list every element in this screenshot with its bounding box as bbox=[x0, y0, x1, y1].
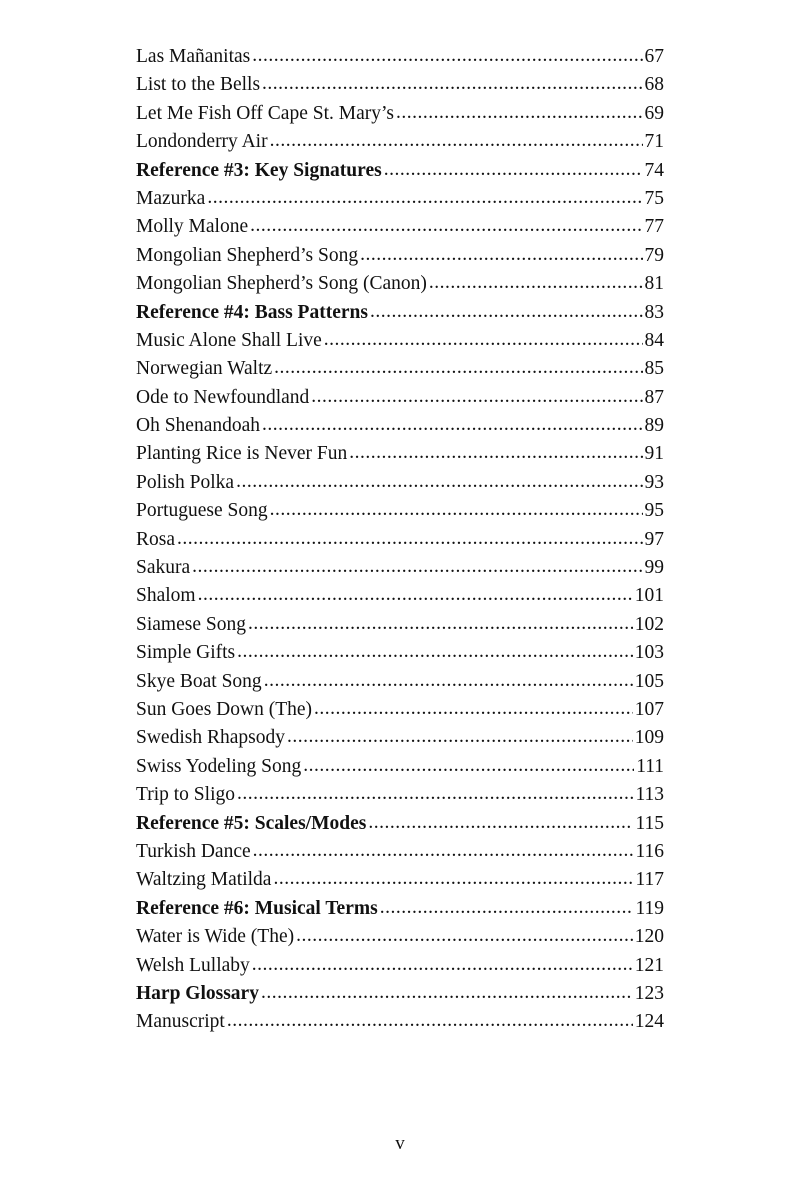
toc-entry bbox=[136, 668, 664, 696]
dot-leader bbox=[274, 354, 642, 382]
toc-entry bbox=[136, 327, 664, 355]
toc-entry-title: Manuscript bbox=[136, 1011, 225, 1033]
toc-entry-title: Trip to Sligo bbox=[136, 784, 235, 806]
toc-entry-page: 67 bbox=[644, 46, 664, 67]
dot-leader bbox=[237, 638, 633, 666]
toc-entry-title: Las Mañanitas bbox=[136, 46, 251, 67]
dot-leader bbox=[236, 468, 642, 496]
toc-entry-page: 84 bbox=[644, 329, 664, 351]
toc-entry-title: Rosa bbox=[136, 528, 175, 550]
toc-entry-page: 95 bbox=[644, 500, 664, 522]
toc-entry-page: 93 bbox=[644, 471, 664, 493]
toc-entry-page: 99 bbox=[644, 557, 664, 579]
toc-entry-title: Reference #4: Bass Patterns bbox=[136, 301, 368, 323]
toc-entry-page: 101 bbox=[634, 585, 664, 607]
toc-entry bbox=[136, 582, 664, 610]
toc-entry-page: 116 bbox=[635, 840, 664, 862]
dot-leader bbox=[360, 241, 642, 269]
table-of-contents bbox=[136, 43, 664, 1037]
dot-leader bbox=[177, 525, 643, 553]
toc-entry-page: 69 bbox=[644, 102, 664, 124]
toc-entry bbox=[136, 497, 664, 525]
toc-entry bbox=[136, 526, 664, 554]
dot-leader bbox=[296, 922, 633, 950]
toc-entry-title: Turkish Dance bbox=[136, 840, 251, 862]
toc-entry-page: 113 bbox=[635, 784, 664, 806]
toc-entry-title: List to the Bells bbox=[136, 74, 261, 96]
toc-entry-page: 81 bbox=[644, 273, 664, 295]
toc-entry bbox=[136, 412, 664, 440]
toc-entry-title: Mongolian Shepherd’s Song (Canon) bbox=[136, 273, 427, 295]
dot-leader bbox=[252, 951, 633, 979]
toc-entry-page: 115 bbox=[635, 812, 664, 834]
toc-entry-page: 121 bbox=[634, 954, 664, 976]
toc-entry-title: Siamese Song bbox=[136, 613, 246, 635]
toc-entry bbox=[136, 242, 664, 270]
toc-entry-title: Norwegian Waltz bbox=[136, 358, 273, 380]
dot-leader bbox=[237, 780, 633, 808]
toc-entry-page: 103 bbox=[634, 642, 664, 664]
toc-entry-page: 77 bbox=[644, 216, 664, 238]
toc-entry-page: 107 bbox=[634, 698, 664, 720]
toc-entry-title: Skye Boat Song bbox=[136, 670, 262, 692]
toc-entry-title: Oh Shenandoah bbox=[136, 415, 261, 437]
toc-entry bbox=[136, 1008, 664, 1036]
toc-entry-page: 71 bbox=[644, 131, 664, 153]
dot-leader bbox=[370, 298, 643, 326]
toc-entry-title: Polish Polka bbox=[136, 471, 235, 493]
dot-leader bbox=[384, 156, 643, 184]
toc-entry-page: 111 bbox=[636, 755, 664, 777]
toc-entry-page: 74 bbox=[644, 159, 664, 181]
dot-leader bbox=[324, 326, 643, 354]
toc-entry bbox=[136, 554, 664, 582]
toc-entry-title: Swiss Yodeling Song bbox=[136, 755, 302, 777]
toc-entry-title: Waltzing Matilda bbox=[136, 869, 272, 891]
toc-entry-title: Simple Gifts bbox=[136, 642, 236, 664]
dot-leader bbox=[253, 837, 634, 865]
dot-leader bbox=[380, 894, 634, 922]
toc-entry bbox=[136, 157, 664, 185]
toc-entry bbox=[136, 440, 664, 468]
toc-entry-title: Reference #6: Musical Terms bbox=[136, 897, 378, 919]
dot-leader bbox=[349, 439, 642, 467]
toc-entry-title: Shalom bbox=[136, 585, 196, 607]
dot-leader bbox=[248, 610, 633, 638]
dot-leader bbox=[311, 383, 642, 411]
toc-entry bbox=[136, 696, 664, 724]
toc-entry-page: 75 bbox=[644, 187, 664, 209]
toc-entry bbox=[136, 71, 664, 99]
toc-entry-page: 117 bbox=[635, 869, 664, 891]
toc-entry-title: Harp Glossary bbox=[136, 982, 259, 1004]
toc-entry-title: Reference #3: Key Signatures bbox=[136, 159, 382, 181]
toc-entry bbox=[136, 866, 664, 894]
toc-entry bbox=[136, 810, 664, 838]
toc-entry bbox=[136, 469, 664, 497]
toc-entry-title: Mongolian Shepherd’s Song bbox=[136, 244, 359, 266]
toc-entry-title: Music Alone Shall Live bbox=[136, 329, 322, 351]
toc-entry bbox=[136, 213, 664, 241]
toc-entry bbox=[136, 923, 664, 951]
toc-entry-page: 87 bbox=[644, 386, 664, 408]
dot-leader bbox=[429, 269, 643, 297]
dot-leader bbox=[198, 581, 633, 609]
dot-leader bbox=[207, 184, 642, 212]
toc-entry bbox=[136, 753, 664, 781]
toc-entry-title: Sakura bbox=[136, 557, 191, 579]
toc-entry-page: 109 bbox=[634, 727, 664, 749]
toc-entry bbox=[136, 724, 664, 752]
toc-entry-title: Planting Rice is Never Fun bbox=[136, 443, 348, 465]
toc-entry bbox=[136, 639, 664, 667]
toc-entry bbox=[136, 355, 664, 383]
dot-leader bbox=[192, 553, 642, 581]
page-number: v bbox=[395, 1133, 405, 1154]
dot-leader bbox=[273, 865, 633, 893]
dot-leader bbox=[270, 127, 643, 155]
toc-entry-page: 124 bbox=[634, 1011, 664, 1033]
dot-leader bbox=[250, 212, 642, 240]
toc-entry-title: Londonderry Air bbox=[136, 131, 268, 153]
toc-entry-title: Mazurka bbox=[136, 187, 206, 209]
toc-entry-page: 89 bbox=[644, 415, 664, 437]
toc-entry bbox=[136, 299, 664, 327]
toc-entry-page: 120 bbox=[634, 926, 664, 948]
toc-entry-page: 102 bbox=[634, 613, 664, 635]
toc-entry-title: Swedish Rhapsody bbox=[136, 727, 285, 749]
toc-entry-title: Sun Goes Down (The) bbox=[136, 698, 313, 720]
toc-entry bbox=[136, 100, 664, 128]
toc-entry-page: 79 bbox=[644, 244, 664, 266]
toc-entry-title: Welsh Lullaby bbox=[136, 954, 250, 976]
dot-leader bbox=[227, 1007, 633, 1035]
dot-leader bbox=[314, 695, 633, 723]
toc-entry-page: 97 bbox=[644, 528, 664, 550]
dot-leader bbox=[396, 99, 643, 127]
toc-entry bbox=[136, 185, 664, 213]
toc-entry-page: 68 bbox=[644, 74, 664, 96]
toc-entry bbox=[136, 781, 664, 809]
toc-entry bbox=[136, 895, 664, 923]
toc-entry bbox=[136, 128, 664, 156]
toc-entry bbox=[136, 980, 664, 1008]
toc-entry bbox=[136, 270, 664, 298]
toc-entry-title: Reference #5: Scales/Modes bbox=[136, 812, 367, 834]
dot-leader bbox=[368, 809, 633, 837]
toc-entry-title: Portuguese Song bbox=[136, 500, 268, 522]
dot-leader bbox=[287, 723, 633, 751]
toc-entry-page: 105 bbox=[634, 670, 664, 692]
dot-leader bbox=[262, 70, 642, 98]
toc-entry-page: 123 bbox=[634, 982, 664, 1004]
dot-leader bbox=[264, 667, 633, 695]
toc-entry-page: 91 bbox=[644, 443, 664, 465]
dot-leader bbox=[262, 411, 642, 439]
toc-entry-title: Let Me Fish Off Cape St. Mary’s bbox=[136, 102, 394, 124]
dot-leader bbox=[303, 752, 634, 780]
dot-leader bbox=[252, 42, 642, 70]
toc-entry bbox=[136, 952, 664, 980]
toc-entry-title: Ode to Newfoundland bbox=[136, 386, 310, 408]
toc-entry-title: Molly Malone bbox=[136, 216, 249, 238]
dot-leader bbox=[261, 979, 633, 1007]
toc-entry-page: 119 bbox=[635, 897, 664, 919]
dot-leader bbox=[270, 496, 643, 524]
toc-entry bbox=[136, 838, 664, 866]
toc-entry-page: 83 bbox=[644, 301, 664, 323]
toc-entry-page: 85 bbox=[644, 358, 664, 380]
toc-entry-title: Water is Wide (The) bbox=[136, 926, 295, 948]
toc-entry bbox=[136, 384, 664, 412]
toc-entry bbox=[136, 43, 664, 71]
toc-entry bbox=[136, 611, 664, 639]
